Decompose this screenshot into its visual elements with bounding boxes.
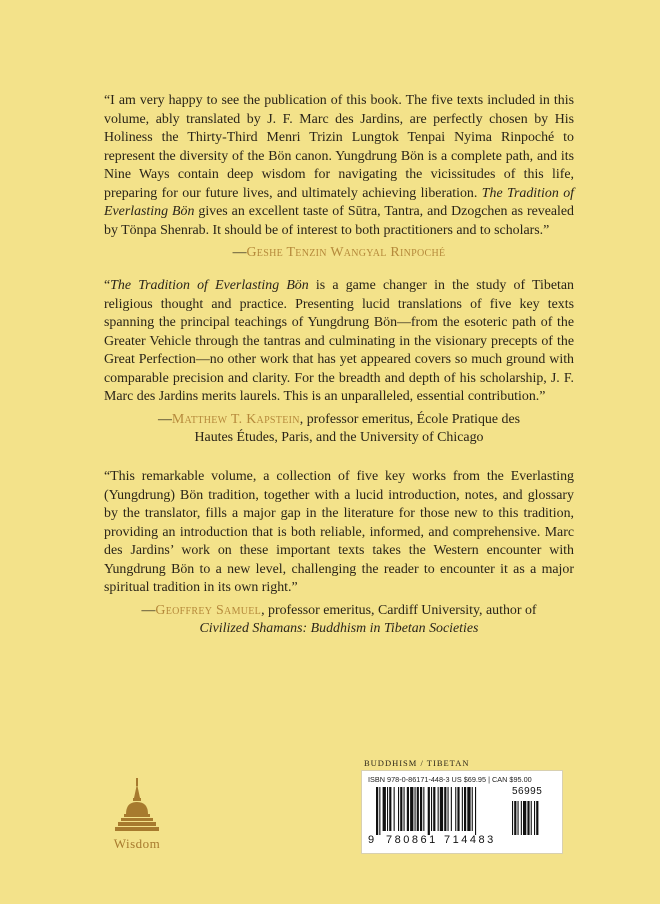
addon-bar xyxy=(527,801,529,835)
publisher-name: Wisdom xyxy=(113,836,161,851)
barcode-bar xyxy=(423,787,424,831)
quote-text: “I am very happy to see the publication of this book. The five texts included in this volume, ably translated by J. F. Marc des Jardins, are perfectly chosen by His Holiness the Thirty-Third Menri Trizin Lungtok Tenpai Nyima Rinpoché to represent the diversity of the Bön canon. Yungdrung Bön is a complete path, and its Nine Ways contain deep wisdom for navigating the vicissitudes of this life, preparing for our future lives, and ultimately achieving liberation. The Tradition of Everlasting Bön gives an excellent taste of Sūtra, Tantra, and Dzogchen as revealed by Tönpa Shenrab. It should be of interest to both practitioners and to scholars.” xyxy=(104,93,575,238)
addon-bar xyxy=(521,801,522,835)
barcode-bar xyxy=(467,787,470,831)
addon-bar xyxy=(536,801,538,835)
barcode-bar xyxy=(410,787,413,831)
isbn-barcode: ISBN 978-0-86171-448-3 US $69.95 | CAN $95.00 56995 9 780861 714483 xyxy=(361,770,563,854)
endorsement-quote-2 xyxy=(104,277,574,448)
barcode-bar xyxy=(451,787,452,831)
barcode-bar xyxy=(407,787,409,831)
barcode-bar xyxy=(389,787,391,831)
barcode-bar xyxy=(415,787,416,831)
barcode-bar xyxy=(462,787,463,831)
book-title: The Tradition of Everlasting Bön xyxy=(104,185,575,219)
endorser-affiliation: , professor emeritus, Cardiff University, author of xyxy=(261,602,537,618)
barcode-bar xyxy=(433,787,435,831)
barcode-bar xyxy=(420,787,422,831)
barcode-bar xyxy=(440,787,443,831)
quote-attribution: —Geoffrey Samuel, professor emeritus, Cardiff University, author of Civilized Shamans: Buddhism in Tibetan Societies xyxy=(141,602,537,636)
barcode-bar xyxy=(400,787,402,831)
endorser-name: Matthew T. Kapstein xyxy=(171,411,300,427)
barcode-bar xyxy=(398,787,399,831)
quote-attribution: —Matthew T. Kapstein, professor emeritus, École Pratique des Hautes Études, Paris, and the University of Chicago xyxy=(157,411,521,445)
barcode-bar xyxy=(464,787,466,831)
barcode-bar xyxy=(455,787,456,831)
endorser-affiliation: , professor emeritus, École Pratique des Hautes Études, Paris, and the University of Chicago xyxy=(194,411,521,445)
barcode-bar xyxy=(438,787,439,831)
barcode-bar xyxy=(376,787,378,835)
endorser-name: Geoffrey Samuel xyxy=(155,602,262,618)
category-label: BUDDHISM / TIBETAN xyxy=(364,758,470,768)
quote-text: “This remarkable volume, a collection of five key works from the Everlasting (Yungdrung) Bön tradition, together with a lucid introduction, notes, and glossary by the translator, fills a major gap in the literature for those new to this tradition, providing an introduction that is both reliable, informed, and comprehensive. Marc des Jardins’ work on these important texts takes the Western encounter with Yungdrung Bön to a new level, challenging the reader to encounter it as a major spiritual tradition in its own right.” xyxy=(104,469,574,595)
isbn-price-line: ISBN 978-0-86171-448-3 US $69.95 | CAN $95.00 xyxy=(368,775,532,784)
book-title: The Tradition of Everlasting Bön xyxy=(110,278,309,293)
quote-attribution: —Geshe Tenzin Wangyal Rinpoché xyxy=(232,245,446,260)
barcode-bar xyxy=(472,787,473,831)
addon-bar xyxy=(523,801,526,835)
barcode-bar xyxy=(431,787,432,831)
endorser-book-title: Civilized Shamans: Buddhism in Tibetan Societies xyxy=(199,621,479,636)
price-code: 56995 xyxy=(512,786,543,797)
barcode-bar xyxy=(457,787,459,831)
endorsement-quote-3 xyxy=(104,468,574,639)
endorsement-quote-1 xyxy=(104,92,574,263)
barcode-bar xyxy=(383,787,386,831)
addon-bar xyxy=(512,801,513,835)
addon-bar xyxy=(531,801,532,835)
barcode-bar xyxy=(394,787,395,831)
addon-bar xyxy=(514,801,516,835)
barcode-bar xyxy=(417,787,419,831)
barcode-bar xyxy=(475,787,476,835)
addon-bar xyxy=(518,801,519,835)
barcode-bar xyxy=(387,787,388,831)
barcode-bar xyxy=(379,787,380,835)
barcode-bar xyxy=(428,787,430,835)
barcode-bar xyxy=(448,787,449,831)
addon-bar xyxy=(534,801,535,835)
endorser-name: Geshe Tenzin Wangyal Rinpoché xyxy=(246,245,446,260)
barcode-bar xyxy=(404,787,405,831)
barcode-bar xyxy=(444,787,446,831)
quote-text: “The Tradition of Everlasting Bön is a game changer in the study of Tibetan religious thought and practice. Presenting lucid translations of five key texts spanning the principal teachings of Yungdrung Bön—from the esoteric path of the Greater Vehicle through the tantras and culminating in the visionary precepts of the Great Perfection—no other work that has yet appeared covers so much ground with comparable precision and clarity. For the breadth and depth of his scholarship, J. F. Marc des Jardins merits laurels. This is an unparalleled, essential contribution.” xyxy=(104,278,574,404)
